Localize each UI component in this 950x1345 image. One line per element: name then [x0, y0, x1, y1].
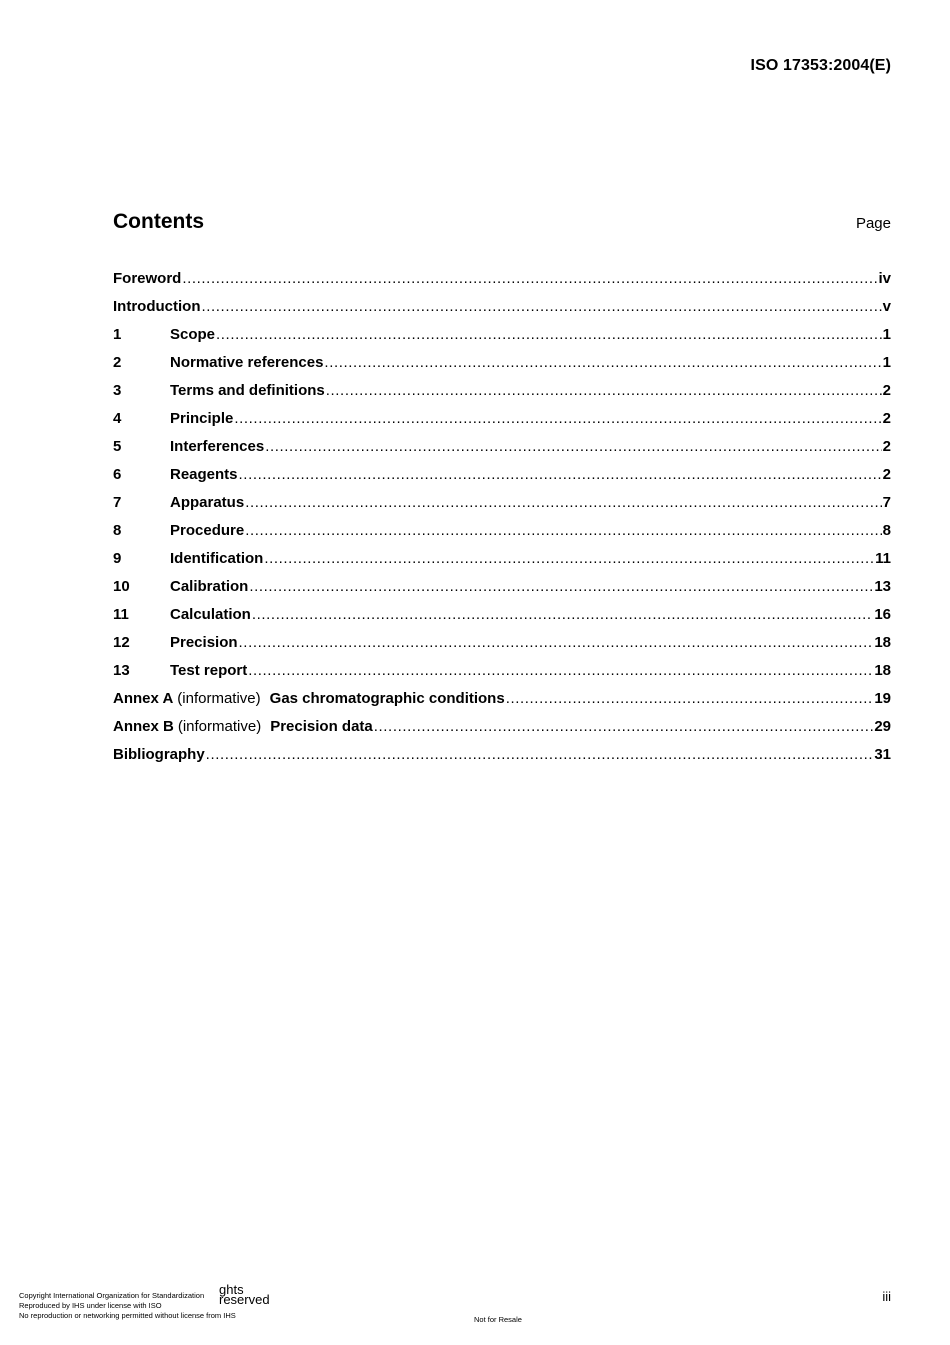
toc-entry-page: 1	[882, 354, 891, 371]
toc-annex-type: (informative)	[177, 690, 261, 707]
dot-leader	[324, 349, 881, 377]
toc-entry-page: 19	[874, 690, 891, 707]
toc-entry-number: 3	[113, 382, 122, 399]
dot-leader	[506, 685, 874, 713]
toc-entry-page: 18	[874, 634, 891, 651]
toc-entry-title: Principle	[170, 410, 234, 427]
dot-leader	[245, 489, 881, 517]
toc-entry-foreword[interactable]	[113, 265, 891, 293]
toc-entry-number: 12	[113, 634, 130, 651]
toc-entry-page: 18	[874, 662, 891, 679]
toc-entry-page: 11	[875, 550, 891, 567]
toc-entry-precision[interactable]	[113, 629, 891, 657]
rights-reserved-text: ghts reserved	[219, 1282, 270, 1307]
toc-entry-page: 13	[874, 578, 891, 595]
no-reproduction-line: No reproduction or networking permitted without license from IHS	[19, 1311, 236, 1320]
copyright-line: Copyright International Organization for Standardization	[19, 1291, 205, 1300]
toc-annex-label: Annex A	[113, 690, 174, 707]
toc-entry-annex-b[interactable]	[113, 713, 891, 741]
toc-entry-introduction[interactable]	[113, 293, 891, 321]
toc-entry-title: Terms and definitions	[170, 382, 325, 399]
toc-entry-terms-and-definitions[interactable]	[113, 377, 891, 405]
toc-entry-principle[interactable]	[113, 405, 891, 433]
dot-leader	[239, 629, 874, 657]
toc-entry-number: 7	[113, 494, 122, 511]
copyright-notice	[19, 1282, 270, 1321]
dot-leader	[201, 293, 881, 321]
dot-leader	[264, 545, 874, 573]
toc-entry-number: 1	[113, 326, 122, 343]
toc-annex-type: (informative)	[177, 718, 262, 735]
toc-entry-page: 2	[882, 466, 891, 483]
dot-leader	[216, 321, 882, 349]
toc-entry-title: Scope	[170, 326, 216, 343]
page-column-label: Page	[855, 215, 891, 232]
toc-entry-page: iv	[878, 270, 891, 287]
toc-entry-number: 5	[113, 438, 122, 455]
toc-entry-reagents[interactable]	[113, 461, 891, 489]
toc-entry-page: v	[882, 298, 891, 315]
dot-leader	[234, 405, 881, 433]
dot-leader	[239, 461, 882, 489]
table-of-contents	[113, 265, 891, 769]
toc-entry-page: 2	[882, 410, 891, 427]
toc-entry-number: 8	[113, 522, 122, 539]
toc-entry-scope[interactable]	[113, 321, 891, 349]
toc-entry-title: Gas chromatographic conditions	[269, 690, 505, 707]
dot-leader	[182, 265, 877, 293]
toc-entry-title: Foreword	[113, 270, 182, 287]
dot-leader	[248, 657, 873, 685]
toc-entry-page: 2	[882, 438, 891, 455]
toc-entry-page: 1	[882, 326, 891, 343]
toc-entry-page: 29	[874, 718, 891, 735]
document-id: ISO 17353:2004(E)	[750, 57, 891, 74]
toc-entry-title: Precision	[170, 634, 238, 651]
page-number: iii	[882, 1289, 891, 1304]
toc-entry-number: 2	[113, 354, 122, 371]
dot-leader	[206, 741, 874, 769]
toc-entry-page: 31	[874, 746, 891, 763]
toc-entry-apparatus[interactable]	[113, 489, 891, 517]
toc-entry-identification[interactable]	[113, 545, 891, 573]
license-line: Reproduced by IHS under license with ISO	[19, 1301, 162, 1310]
toc-entry-normative-references[interactable]	[113, 349, 891, 377]
toc-entry-number: 4	[113, 410, 122, 427]
toc-entry-interferences[interactable]	[113, 433, 891, 461]
toc-entry-number: 10	[113, 578, 130, 595]
toc-entry-title: Bibliography	[113, 746, 205, 763]
dot-leader	[374, 713, 874, 741]
toc-entry-title: Reagents	[170, 466, 238, 483]
toc-entry-title: Identification	[170, 550, 264, 567]
toc-entry-number: 9	[113, 550, 122, 567]
toc-entry-title: Normative references	[170, 354, 324, 371]
toc-entry-calibration[interactable]	[113, 573, 891, 601]
toc-entry-page: 7	[882, 494, 891, 511]
toc-entry-procedure[interactable]	[113, 517, 891, 545]
contents-header	[113, 210, 891, 234]
dot-leader	[265, 433, 881, 461]
toc-entry-title: Calibration	[170, 578, 249, 595]
toc-entry-annex-a[interactable]	[113, 685, 891, 713]
toc-entry-title: Procedure	[170, 522, 245, 539]
not-for-resale-text: Not for Resale	[474, 1315, 522, 1324]
dot-leader	[252, 601, 873, 629]
toc-entry-number: 6	[113, 466, 122, 483]
toc-entry-title: Precision data	[270, 718, 373, 735]
toc-entry-page: 16	[874, 606, 891, 623]
toc-entry-title: Calculation	[170, 606, 251, 623]
dot-leader	[326, 377, 882, 405]
dot-leader	[249, 573, 873, 601]
toc-entry-number: 11	[113, 606, 129, 623]
toc-entry-title: Apparatus	[170, 494, 245, 511]
toc-entry-title: Introduction	[113, 298, 201, 315]
toc-entry-bibliography[interactable]	[113, 741, 891, 769]
toc-entry-calculation[interactable]	[113, 601, 891, 629]
toc-entry-title: Test report	[170, 662, 248, 679]
toc-entry-page: 2	[882, 382, 891, 399]
toc-annex-label: Annex B	[113, 718, 174, 735]
toc-entry-page: 8	[882, 522, 891, 539]
toc-entry-test-report[interactable]	[113, 657, 891, 685]
toc-entry-number: 13	[113, 662, 130, 679]
toc-entry-title: Interferences	[170, 438, 265, 455]
contents-title: Contents	[113, 210, 204, 233]
dot-leader	[245, 517, 881, 545]
